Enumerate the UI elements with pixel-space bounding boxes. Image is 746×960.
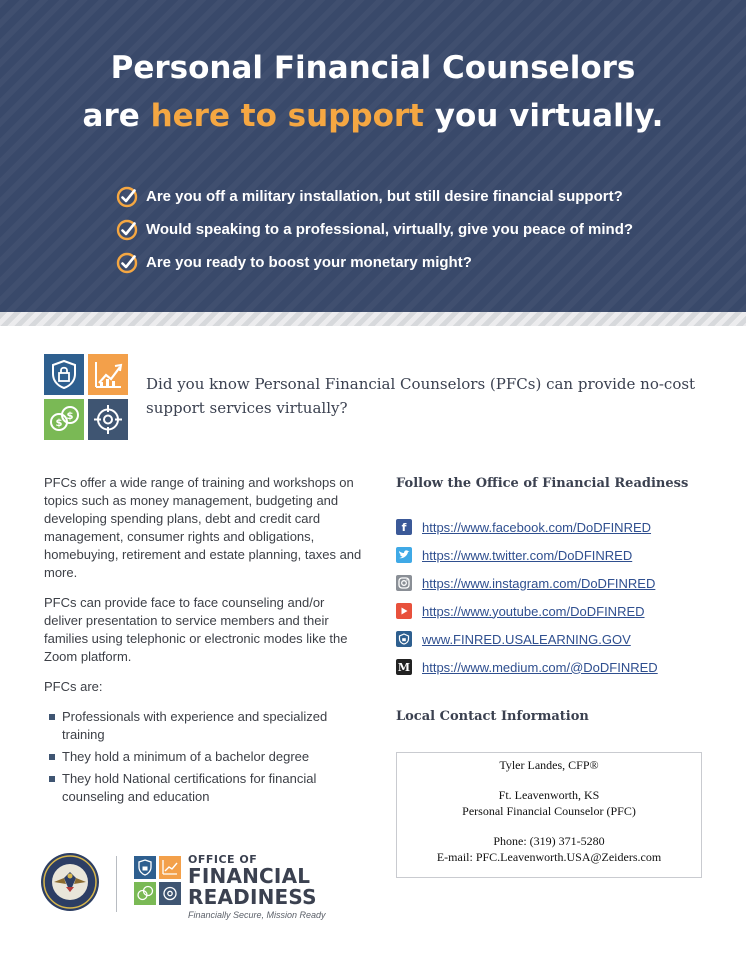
question-list: [116, 180, 633, 279]
question-text: Would speaking to a professional, virtually, give you peace of mind?: [146, 221, 634, 238]
qualification-list: [44, 708, 364, 806]
finred-website-link[interactable]: www.FINRED.USALEARNING.GOV: [422, 631, 631, 647]
hero-title-line1: Personal Financial Counselors: [110, 50, 636, 86]
social-link-row: [396, 569, 706, 597]
instagram-icon: [396, 575, 412, 591]
follow-section: [396, 476, 706, 724]
ofr-wordmark: [188, 854, 317, 908]
finred-icon: [396, 631, 412, 647]
contact-location: Ft. Leavenworth, KS: [498, 788, 600, 802]
target-icon: [159, 882, 181, 905]
svg-text:$: $: [55, 418, 63, 429]
dod-seal-icon: [40, 852, 100, 912]
hero-title-pre: are: [82, 98, 151, 134]
local-contact-heading: Local Contact Information: [396, 709, 589, 724]
pfcs-are-label: PFCs are:: [44, 679, 103, 694]
contact-card: [396, 752, 702, 878]
facebook-link[interactable]: https://www.facebook.com/DoDFINRED: [422, 519, 652, 535]
social-link-row: [396, 541, 706, 569]
question-item: [116, 246, 633, 279]
hero-title-line2: [0, 92, 746, 140]
contact-email: E-mail: PFC.Leavenworth.USA@Zeiders.com: [436, 850, 662, 864]
twitter-link[interactable]: https://www.twitter.com/DoDFINRED: [422, 547, 633, 563]
ofr-logo-tiles: [134, 856, 182, 906]
social-link-row: [396, 597, 706, 625]
ofr-office-of: OFFICE OF: [188, 853, 258, 866]
question-text: Are you off a military installation, but still desire financial support?: [146, 188, 623, 205]
instagram-link[interactable]: https://www.instagram.com/DoDFINRED: [422, 575, 656, 591]
check-circle-icon: [116, 186, 138, 208]
ofr-readiness: READINESS: [188, 885, 317, 909]
growth-chart-icon: [159, 856, 181, 879]
question-item: [116, 180, 633, 213]
ofr-tagline: Financially Secure, Mission Ready: [188, 910, 326, 920]
description-paragraph: PFCs can provide face to face counseling and/or deliver presentation to service members and their families using telephonic or electronic modes like the Zoom platform.: [44, 595, 348, 664]
target-icon: [88, 399, 128, 440]
pfc-description: [44, 474, 364, 810]
intro-text: Did you know Personal Financial Counselors (PFCs) can provide no-cost support services virtually?: [146, 375, 696, 417]
footer-divider: [116, 856, 117, 912]
coins-icon: [44, 399, 84, 440]
hero-title-post: you virtually.: [423, 98, 664, 134]
check-circle-icon: [116, 252, 138, 274]
medium-link[interactable]: https://www.medium.com/@DoDFINRED: [422, 659, 658, 675]
stripe-divider: [0, 312, 746, 326]
social-links: [396, 513, 706, 681]
shield-lock-icon: [44, 354, 84, 395]
list-item: They hold a minimum of a bachelor degree: [44, 748, 364, 766]
hero-title-accent: here to support: [150, 98, 424, 134]
contact-role: Personal Financial Counselor (PFC): [462, 804, 636, 818]
coins-icon: [134, 882, 156, 905]
ofr-financial: FINANCIAL: [188, 864, 311, 888]
finred-tile-graphic: [44, 354, 128, 440]
youtube-icon: [396, 603, 412, 619]
question-item: [116, 213, 633, 246]
social-link-row: [396, 625, 706, 653]
contact-phone: Phone: (319) 371-5280: [493, 834, 605, 848]
medium-icon: M: [397, 660, 411, 674]
contact-name: Tyler Landes, CFP®: [499, 758, 599, 772]
list-item: They hold National certifications for financial counseling and education: [44, 770, 364, 806]
check-circle-icon: [116, 219, 138, 241]
growth-chart-icon: [88, 354, 128, 395]
youtube-link[interactable]: https://www.youtube.com/DoDFINRED: [422, 603, 645, 619]
facebook-icon: f: [396, 519, 412, 535]
hero-title: [0, 44, 746, 140]
social-link-row: [396, 513, 706, 541]
twitter-icon: [396, 547, 412, 563]
list-item: Professionals with experience and specialized training: [44, 708, 364, 744]
footer-logos: [40, 852, 340, 932]
description-paragraph: PFCs offer a wide range of training and workshops on topics such as money management, budgeting and developing spending plans, debt and credit card management, consumer rights and obligations, homebuying, retirement and estate planning, taxes and more.: [44, 475, 362, 580]
question-text: Are you ready to boost your monetary might?: [146, 254, 472, 271]
follow-heading: Follow the Office of Financial Readiness: [396, 476, 689, 491]
shield-lock-icon: [134, 856, 156, 879]
svg-text:$: $: [66, 411, 74, 422]
social-link-row: [396, 653, 706, 681]
